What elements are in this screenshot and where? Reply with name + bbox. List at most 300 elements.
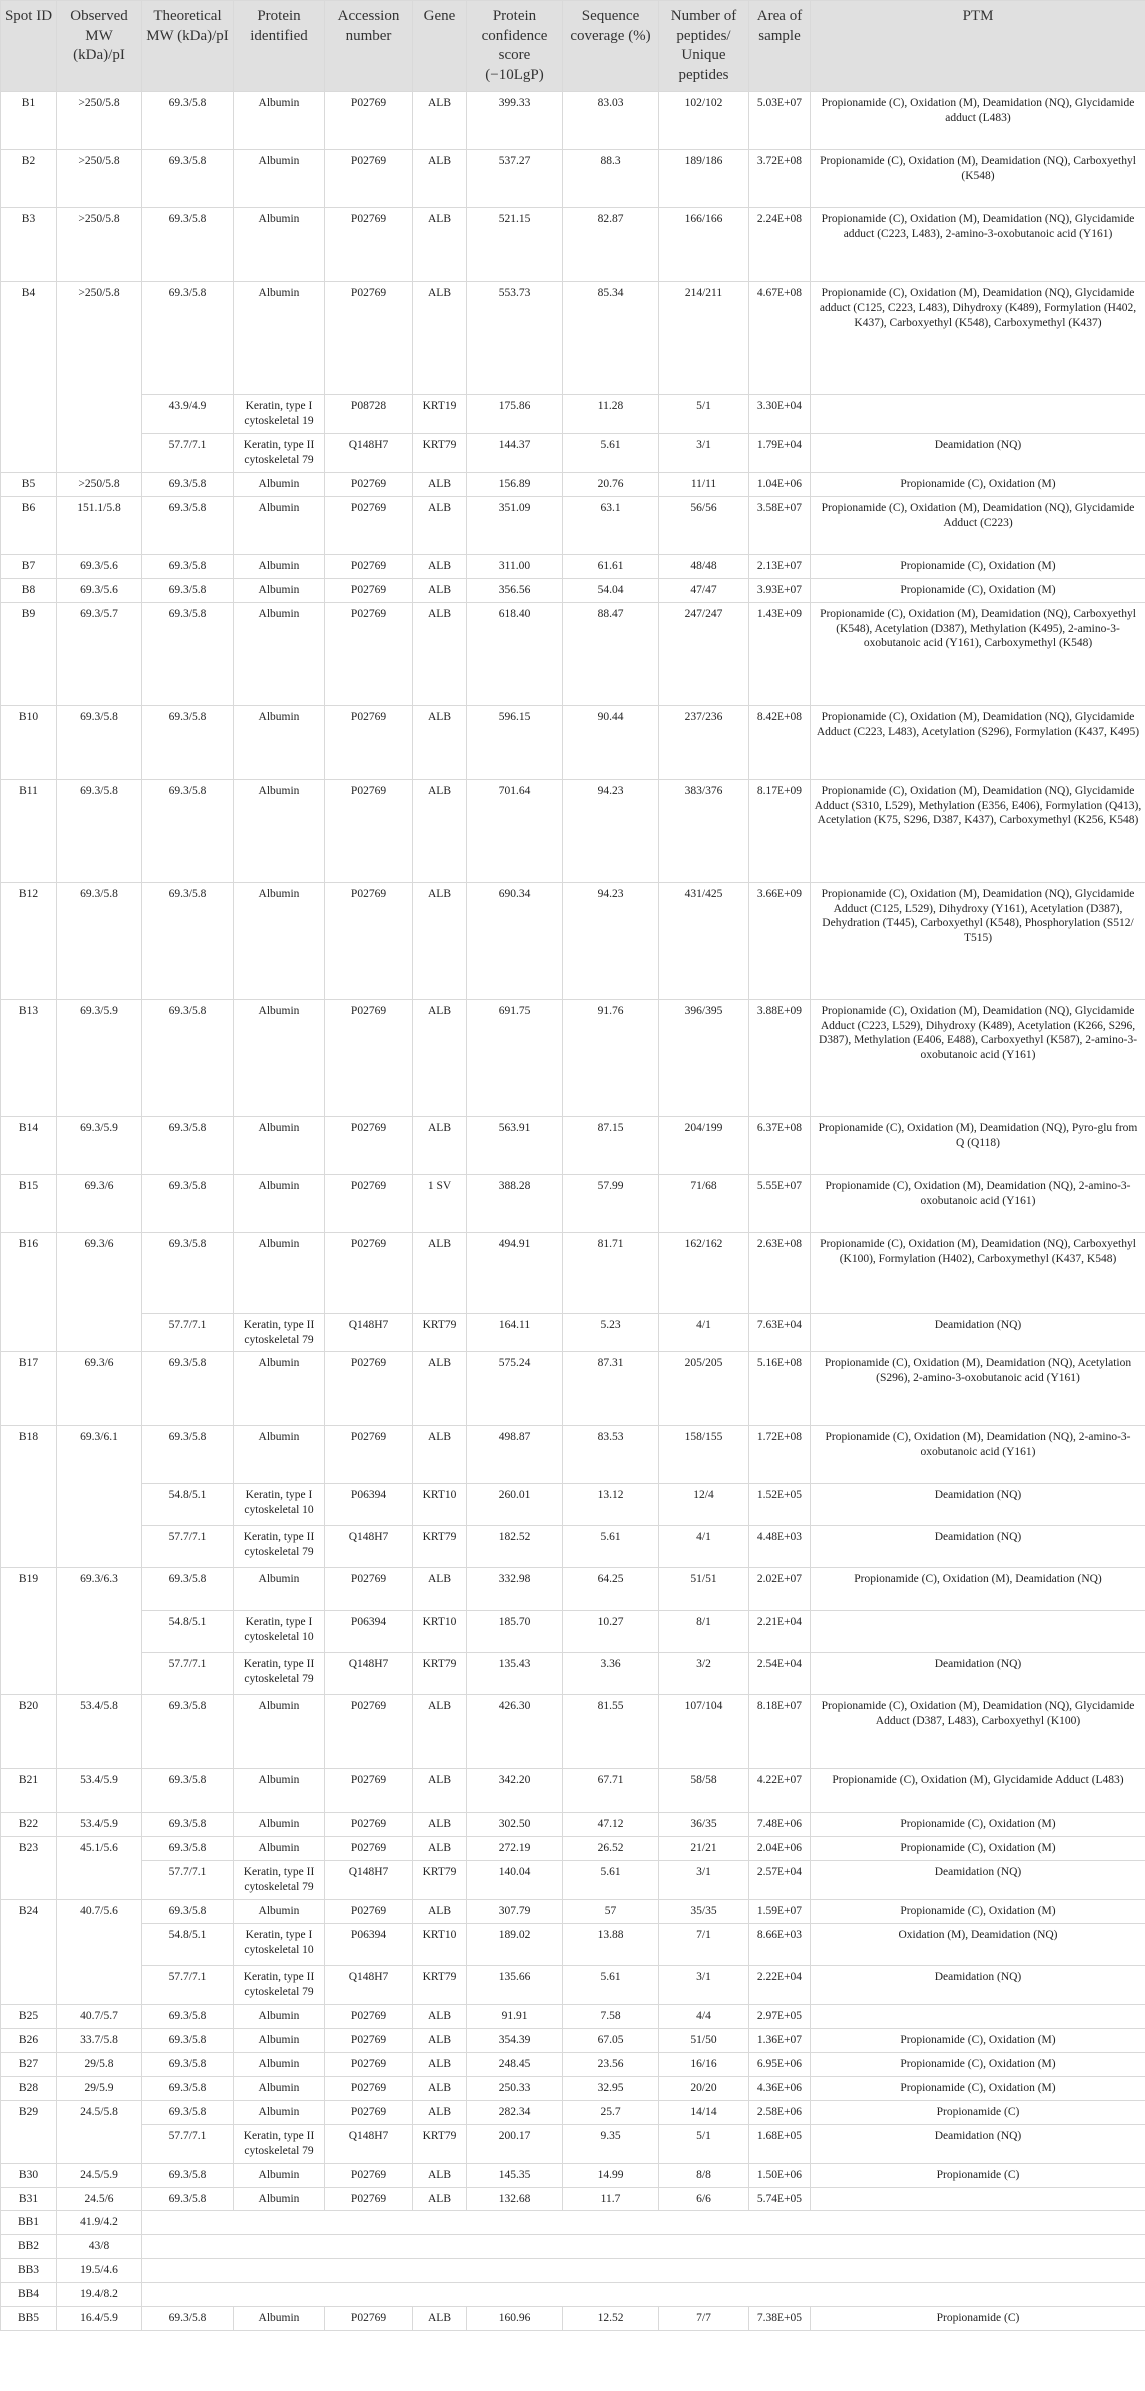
cell-theoretical-mw: 69.3/5.8 xyxy=(142,1426,234,1484)
cell-empty xyxy=(142,2235,1145,2259)
cell-score: 563.91 xyxy=(467,1116,563,1174)
cell-peptides: 205/205 xyxy=(659,1352,749,1426)
cell-protein: Albumin xyxy=(234,602,325,705)
cell-ptm: Propionamide (C), Oxidation (M) xyxy=(811,1837,1145,1861)
cell-area: 3.72E+08 xyxy=(749,150,811,208)
table-row xyxy=(1,1568,1145,1611)
cell-peptides: 5/1 xyxy=(659,395,749,434)
table-row xyxy=(1,2005,1145,2029)
cell-coverage: 83.53 xyxy=(563,1426,659,1484)
cell-ptm: Propionamide (C), Oxidation (M) xyxy=(811,2076,1145,2100)
cell-area: 3.88E+09 xyxy=(749,999,811,1116)
cell-coverage: 23.56 xyxy=(563,2052,659,2076)
cell-coverage: 32.95 xyxy=(563,2076,659,2100)
cell-score: 272.19 xyxy=(467,1837,563,1861)
cell-peptides: 11/11 xyxy=(659,472,749,496)
cell-area: 1.43E+09 xyxy=(749,602,811,705)
cell-area: 8.18E+07 xyxy=(749,1695,811,1769)
cell-accession: P02769 xyxy=(325,1900,413,1924)
header-theoretical-mw: Theoretical MW (kDa)/pI xyxy=(142,1,234,92)
cell-empty xyxy=(142,2283,1145,2307)
cell-area: 4.22E+07 xyxy=(749,1769,811,1813)
cell-observed-mw: 45.1/5.6 xyxy=(57,1837,142,1900)
header-protein: Protein identified xyxy=(234,1,325,92)
cell-gene: KRT79 xyxy=(413,1966,467,2005)
cell-coverage: 88.47 xyxy=(563,602,659,705)
cell-ptm: Oxidation (M), Deamidation (NQ) xyxy=(811,1924,1145,1966)
cell-spot-id: B16 xyxy=(1,1232,57,1352)
cell-gene: KRT10 xyxy=(413,1924,467,1966)
cell-gene: ALB xyxy=(413,2052,467,2076)
cell-theoretical-mw: 69.3/5.8 xyxy=(142,2187,234,2211)
cell-area: 5.55E+07 xyxy=(749,1174,811,1232)
cell-observed-mw: 40.7/5.6 xyxy=(57,1900,142,2005)
cell-ptm: Deamidation (NQ) xyxy=(811,2124,1145,2163)
cell-observed-mw: 69.3/5.9 xyxy=(57,999,142,1116)
cell-score: 537.27 xyxy=(467,150,563,208)
cell-theoretical-mw: 69.3/5.8 xyxy=(142,999,234,1116)
cell-score: 332.98 xyxy=(467,1568,563,1611)
cell-score: 691.75 xyxy=(467,999,563,1116)
cell-gene: ALB xyxy=(413,779,467,882)
cell-spot-id: B9 xyxy=(1,602,57,705)
cell-theoretical-mw: 69.3/5.8 xyxy=(142,92,234,150)
cell-area: 2.58E+06 xyxy=(749,2100,811,2124)
cell-coverage: 7.58 xyxy=(563,2005,659,2029)
cell-gene: ALB xyxy=(413,2187,467,2211)
cell-accession: P02769 xyxy=(325,882,413,999)
cell-peptides: 237/236 xyxy=(659,705,749,779)
cell-accession: P02769 xyxy=(325,2163,413,2187)
table-row xyxy=(1,2052,1145,2076)
cell-protein: Albumin xyxy=(234,208,325,282)
table-row xyxy=(1,472,1145,496)
table-row xyxy=(1,2283,1145,2307)
cell-gene: ALB xyxy=(413,282,467,395)
cell-protein: Albumin xyxy=(234,496,325,554)
cell-observed-mw: 29/5.8 xyxy=(57,2052,142,2076)
cell-gene: ALB xyxy=(413,472,467,496)
cell-peptides: 3/1 xyxy=(659,433,749,472)
cell-theoretical-mw: 57.7/7.1 xyxy=(142,1313,234,1352)
cell-observed-mw: 69.3/5.8 xyxy=(57,705,142,779)
cell-ptm: Propionamide (C), Oxidation (M) xyxy=(811,1900,1145,1924)
cell-observed-mw: 69.3/6 xyxy=(57,1352,142,1426)
cell-protein: Albumin xyxy=(234,578,325,602)
cell-score: 388.28 xyxy=(467,1174,563,1232)
cell-area: 8.42E+08 xyxy=(749,705,811,779)
cell-protein: Albumin xyxy=(234,1837,325,1861)
table-row xyxy=(1,1426,1145,1484)
cell-score: 311.00 xyxy=(467,554,563,578)
header-coverage: Sequence coverage (%) xyxy=(563,1,659,92)
cell-accession: Q148H7 xyxy=(325,1966,413,2005)
cell-spot-id: BB4 xyxy=(1,2283,57,2307)
cell-ptm: Deamidation (NQ) xyxy=(811,1653,1145,1695)
cell-accession: P02769 xyxy=(325,1568,413,1611)
cell-theoretical-mw: 69.3/5.8 xyxy=(142,1695,234,1769)
cell-coverage: 81.71 xyxy=(563,1232,659,1313)
cell-score: 354.39 xyxy=(467,2028,563,2052)
cell-coverage: 63.1 xyxy=(563,496,659,554)
cell-spot-id: B24 xyxy=(1,1900,57,2005)
cell-accession: P02769 xyxy=(325,1352,413,1426)
cell-area: 8.66E+03 xyxy=(749,1924,811,1966)
cell-observed-mw: 29/5.9 xyxy=(57,2076,142,2100)
cell-score: 618.40 xyxy=(467,602,563,705)
cell-gene: ALB xyxy=(413,1813,467,1837)
cell-area: 4.36E+06 xyxy=(749,2076,811,2100)
cell-ptm: Propionamide (C), Oxidation (M) xyxy=(811,2052,1145,2076)
cell-ptm: Deamidation (NQ) xyxy=(811,1966,1145,2005)
cell-spot-id: B22 xyxy=(1,1813,57,1837)
cell-accession: Q148H7 xyxy=(325,1313,413,1352)
header-observed-mw: Observed MW (kDa)/pI xyxy=(57,1,142,92)
cell-protein: Albumin xyxy=(234,1232,325,1313)
cell-theoretical-mw: 69.3/5.8 xyxy=(142,1900,234,1924)
cell-ptm xyxy=(811,2187,1145,2211)
cell-area: 2.21E+04 xyxy=(749,1611,811,1653)
cell-score: 553.73 xyxy=(467,282,563,395)
cell-spot-id: B30 xyxy=(1,2163,57,2187)
cell-ptm: Propionamide (C), Oxidation (M), Deamidation (NQ), Glycidamide adduct (C125, C223, L483), Dihydroxy (K489), Formylation (H402, K437), Carboxyethyl (K548), Carboxymethyl (K437) xyxy=(811,282,1145,395)
table-row xyxy=(1,1861,1145,1900)
cell-theoretical-mw: 57.7/7.1 xyxy=(142,1653,234,1695)
cell-area: 1.36E+07 xyxy=(749,2028,811,2052)
cell-theoretical-mw: 57.7/7.1 xyxy=(142,1526,234,1568)
cell-ptm: Propionamide (C), Oxidation (M) xyxy=(811,2028,1145,2052)
cell-accession: P02769 xyxy=(325,1769,413,1813)
cell-accession: P02769 xyxy=(325,554,413,578)
cell-spot-id: B29 xyxy=(1,2100,57,2163)
cell-ptm: Propionamide (C), Oxidation (M), Deamidation (NQ), Carboxyethyl (K548), Acetylation (D387), Methylation (K495), 2-amino-3-oxobutanoic acid (Y161), Carboxymethyl (K548) xyxy=(811,602,1145,705)
cell-accession: P02769 xyxy=(325,779,413,882)
cell-coverage: 54.04 xyxy=(563,578,659,602)
cell-peptides: 3/1 xyxy=(659,1861,749,1900)
cell-accession: P08728 xyxy=(325,395,413,434)
cell-area: 5.16E+08 xyxy=(749,1352,811,1426)
cell-peptides: 189/186 xyxy=(659,150,749,208)
cell-spot-id: B17 xyxy=(1,1352,57,1426)
cell-spot-id: B19 xyxy=(1,1568,57,1695)
cell-score: 132.68 xyxy=(467,2187,563,2211)
cell-score: 342.20 xyxy=(467,1769,563,1813)
cell-coverage: 57.99 xyxy=(563,1174,659,1232)
cell-area: 4.67E+08 xyxy=(749,282,811,395)
cell-coverage: 64.25 xyxy=(563,1568,659,1611)
cell-ptm: Propionamide (C), Oxidation (M), Deamidation (NQ), Glycidamide Adduct (C223, L529), Dihydroxy (K489), Acetylation (K266, S296, D387), Methylation (E406, E488), Carboxyethyl (K587), 2-amino-3-oxobutanoic acid (Y161) xyxy=(811,999,1145,1116)
cell-area: 2.97E+05 xyxy=(749,2005,811,2029)
cell-accession: P02769 xyxy=(325,1837,413,1861)
cell-peptides: 14/14 xyxy=(659,2100,749,2124)
cell-peptides: 396/395 xyxy=(659,999,749,1116)
header-accession: Accession number xyxy=(325,1,413,92)
cell-coverage: 14.99 xyxy=(563,2163,659,2187)
cell-area: 7.38E+05 xyxy=(749,2307,811,2331)
cell-gene: ALB xyxy=(413,496,467,554)
cell-theoretical-mw: 69.3/5.8 xyxy=(142,2005,234,2029)
cell-spot-id: B14 xyxy=(1,1116,57,1174)
table-row xyxy=(1,2187,1145,2211)
cell-gene: ALB xyxy=(413,602,467,705)
cell-gene: ALB xyxy=(413,2163,467,2187)
cell-observed-mw: 19.4/8.2 xyxy=(57,2283,142,2307)
cell-peptides: 3/2 xyxy=(659,1653,749,1695)
cell-peptides: 158/155 xyxy=(659,1426,749,1484)
cell-ptm: Propionamide (C), Oxidation (M), Deamidation (NQ), Glycidamide Adduct (C223, L483), Acetylation (S296), Formylation (K437, K495) xyxy=(811,705,1145,779)
cell-score: 282.34 xyxy=(467,2100,563,2124)
cell-coverage: 10.27 xyxy=(563,1611,659,1653)
cell-score: 189.02 xyxy=(467,1924,563,1966)
header-gene: Gene xyxy=(413,1,467,92)
table-row xyxy=(1,882,1145,999)
cell-observed-mw: 69.3/6.3 xyxy=(57,1568,142,1695)
cell-theoretical-mw: 57.7/7.1 xyxy=(142,2124,234,2163)
table-body xyxy=(1,92,1145,2331)
table-row xyxy=(1,282,1145,395)
cell-coverage: 67.05 xyxy=(563,2028,659,2052)
cell-coverage: 3.36 xyxy=(563,1653,659,1695)
cell-theoretical-mw: 69.3/5.8 xyxy=(142,1352,234,1426)
table-row xyxy=(1,1313,1145,1352)
cell-score: 690.34 xyxy=(467,882,563,999)
cell-peptides: 71/68 xyxy=(659,1174,749,1232)
cell-coverage: 5.61 xyxy=(563,1966,659,2005)
cell-ptm: Propionamide (C) xyxy=(811,2163,1145,2187)
cell-theoretical-mw: 69.3/5.8 xyxy=(142,150,234,208)
cell-ptm: Propionamide (C), Oxidation (M) xyxy=(811,1813,1145,1837)
cell-ptm xyxy=(811,1611,1145,1653)
cell-empty xyxy=(142,2211,1145,2235)
cell-observed-mw: 41.9/4.2 xyxy=(57,2211,142,2235)
cell-gene: KRT10 xyxy=(413,1484,467,1526)
cell-score: 494.91 xyxy=(467,1232,563,1313)
cell-coverage: 26.52 xyxy=(563,1837,659,1861)
table-row xyxy=(1,2100,1145,2124)
header-ptm: PTM xyxy=(811,1,1145,92)
cell-protein: Keratin, type II cytoskeletal 79 xyxy=(234,1313,325,1352)
cell-spot-id: BB1 xyxy=(1,2211,57,2235)
cell-observed-mw: 53.4/5.9 xyxy=(57,1769,142,1813)
cell-peptides: 51/50 xyxy=(659,2028,749,2052)
header-row xyxy=(1,1,1145,92)
table-row xyxy=(1,496,1145,554)
cell-area: 2.04E+06 xyxy=(749,1837,811,1861)
cell-observed-mw: >250/5.8 xyxy=(57,282,142,473)
cell-accession: P02769 xyxy=(325,602,413,705)
table-row xyxy=(1,2076,1145,2100)
cell-theoretical-mw: 69.3/5.8 xyxy=(142,2307,234,2331)
cell-accession: P02769 xyxy=(325,1426,413,1484)
cell-theoretical-mw: 54.8/5.1 xyxy=(142,1924,234,1966)
cell-coverage: 11.7 xyxy=(563,2187,659,2211)
cell-observed-mw: 151.1/5.8 xyxy=(57,496,142,554)
cell-area: 3.93E+07 xyxy=(749,578,811,602)
cell-protein: Albumin xyxy=(234,2052,325,2076)
cell-peptides: 36/35 xyxy=(659,1813,749,1837)
cell-area: 3.30E+04 xyxy=(749,395,811,434)
cell-score: 135.43 xyxy=(467,1653,563,1695)
cell-gene: ALB xyxy=(413,92,467,150)
cell-area: 1.72E+08 xyxy=(749,1426,811,1484)
cell-score: 260.01 xyxy=(467,1484,563,1526)
cell-spot-id: B3 xyxy=(1,208,57,282)
cell-accession: P02769 xyxy=(325,472,413,496)
table-row xyxy=(1,2028,1145,2052)
cell-theoretical-mw: 69.3/5.8 xyxy=(142,1837,234,1861)
cell-peptides: 47/47 xyxy=(659,578,749,602)
cell-ptm: Propionamide (C), Oxidation (M), Deamidation (NQ), Acetylation (S296), 2-amino-3-oxobutanoic acid (Y161) xyxy=(811,1352,1145,1426)
table-row xyxy=(1,433,1145,472)
table-row xyxy=(1,1769,1145,1813)
cell-empty xyxy=(142,2259,1145,2283)
header-score: Protein confidence score (−10LgP) xyxy=(467,1,563,92)
cell-protein: Albumin xyxy=(234,779,325,882)
cell-protein: Keratin, type I cytoskeletal 10 xyxy=(234,1924,325,1966)
cell-coverage: 87.15 xyxy=(563,1116,659,1174)
cell-area: 2.57E+04 xyxy=(749,1861,811,1900)
cell-coverage: 5.61 xyxy=(563,1526,659,1568)
cell-theoretical-mw: 57.7/7.1 xyxy=(142,433,234,472)
cell-protein: Albumin xyxy=(234,882,325,999)
cell-accession: P02769 xyxy=(325,2052,413,2076)
cell-ptm: Propionamide (C), Oxidation (M), Deamidation (NQ), Glycidamide adduct (L483) xyxy=(811,92,1145,150)
cell-gene: KRT79 xyxy=(413,2124,467,2163)
cell-ptm xyxy=(811,2005,1145,2029)
cell-accession: P02769 xyxy=(325,578,413,602)
table-row xyxy=(1,1966,1145,2005)
cell-peptides: 383/376 xyxy=(659,779,749,882)
table-row xyxy=(1,92,1145,150)
table-row xyxy=(1,1174,1145,1232)
cell-protein: Keratin, type II cytoskeletal 79 xyxy=(234,1861,325,1900)
cell-observed-mw: 53.4/5.8 xyxy=(57,1695,142,1769)
table-row xyxy=(1,2163,1145,2187)
cell-peptides: 4/1 xyxy=(659,1313,749,1352)
cell-accession: P02769 xyxy=(325,705,413,779)
cell-score: 164.11 xyxy=(467,1313,563,1352)
cell-peptides: 214/211 xyxy=(659,282,749,395)
cell-accession: P02769 xyxy=(325,208,413,282)
cell-peptides: 7/1 xyxy=(659,1924,749,1966)
cell-accession: Q148H7 xyxy=(325,433,413,472)
cell-gene: ALB xyxy=(413,999,467,1116)
cell-theoretical-mw: 69.3/5.8 xyxy=(142,496,234,554)
cell-spot-id: B18 xyxy=(1,1426,57,1568)
cell-accession: Q148H7 xyxy=(325,1861,413,1900)
cell-area: 6.37E+08 xyxy=(749,1116,811,1174)
cell-protein: Albumin xyxy=(234,2163,325,2187)
cell-peptides: 12/4 xyxy=(659,1484,749,1526)
cell-spot-id: B20 xyxy=(1,1695,57,1769)
cell-protein: Albumin xyxy=(234,1174,325,1232)
cell-ptm: Deamidation (NQ) xyxy=(811,1484,1145,1526)
cell-gene: ALB xyxy=(413,1695,467,1769)
table-row xyxy=(1,1900,1145,1924)
cell-peptides: 6/6 xyxy=(659,2187,749,2211)
cell-gene: KRT79 xyxy=(413,1653,467,1695)
cell-observed-mw: 24.5/6 xyxy=(57,2187,142,2211)
table-row xyxy=(1,150,1145,208)
cell-coverage: 57 xyxy=(563,1900,659,1924)
cell-coverage: 13.88 xyxy=(563,1924,659,1966)
cell-observed-mw: 40.7/5.7 xyxy=(57,2005,142,2029)
cell-observed-mw: 24.5/5.8 xyxy=(57,2100,142,2163)
cell-accession: Q148H7 xyxy=(325,1526,413,1568)
cell-peptides: 4/1 xyxy=(659,1526,749,1568)
cell-gene: ALB xyxy=(413,150,467,208)
cell-peptides: 48/48 xyxy=(659,554,749,578)
cell-accession: P02769 xyxy=(325,2028,413,2052)
cell-spot-id: B31 xyxy=(1,2187,57,2211)
cell-area: 1.52E+05 xyxy=(749,1484,811,1526)
cell-spot-id: B6 xyxy=(1,496,57,554)
cell-coverage: 5.61 xyxy=(563,1861,659,1900)
cell-protein: Keratin, type II cytoskeletal 79 xyxy=(234,1526,325,1568)
cell-coverage: 20.76 xyxy=(563,472,659,496)
cell-gene: KRT79 xyxy=(413,1861,467,1900)
cell-coverage: 91.76 xyxy=(563,999,659,1116)
cell-ptm: Deamidation (NQ) xyxy=(811,433,1145,472)
cell-peptides: 4/4 xyxy=(659,2005,749,2029)
cell-score: 701.64 xyxy=(467,779,563,882)
cell-peptides: 3/1 xyxy=(659,1966,749,2005)
cell-area: 3.66E+09 xyxy=(749,882,811,999)
cell-protein: Keratin, type I cytoskeletal 10 xyxy=(234,1611,325,1653)
cell-score: 250.33 xyxy=(467,2076,563,2100)
cell-spot-id: B4 xyxy=(1,282,57,473)
cell-accession: P02769 xyxy=(325,1116,413,1174)
cell-ptm: Propionamide (C), Oxidation (M), Deamidation (NQ), 2-amino-3-oxobutanoic acid (Y161) xyxy=(811,1174,1145,1232)
cell-gene: ALB xyxy=(413,2076,467,2100)
cell-score: 575.24 xyxy=(467,1352,563,1426)
cell-coverage: 67.71 xyxy=(563,1769,659,1813)
cell-protein: Albumin xyxy=(234,1116,325,1174)
cell-ptm: Propionamide (C), Oxidation (M), Deamidation (NQ), Glycidamide Adduct (C125, L529), Dihydroxy (Y161), Acetylation (D387), Dehydration (T445), Carboxyethyl (K548), Phosphorylation (S512/ T515) xyxy=(811,882,1145,999)
cell-accession: P02769 xyxy=(325,1813,413,1837)
cell-theoretical-mw: 69.3/5.8 xyxy=(142,2076,234,2100)
cell-peptides: 35/35 xyxy=(659,1900,749,1924)
cell-area: 6.95E+06 xyxy=(749,2052,811,2076)
cell-observed-mw: 69.3/6 xyxy=(57,1232,142,1352)
cell-peptides: 5/1 xyxy=(659,2124,749,2163)
table-row xyxy=(1,2307,1145,2331)
cell-coverage: 5.23 xyxy=(563,1313,659,1352)
cell-theoretical-mw: 69.3/5.8 xyxy=(142,2052,234,2076)
cell-peptides: 8/8 xyxy=(659,2163,749,2187)
cell-ptm: Propionamide (C) xyxy=(811,2100,1145,2124)
cell-score: 307.79 xyxy=(467,1900,563,1924)
cell-area: 5.03E+07 xyxy=(749,92,811,150)
cell-ptm: Propionamide (C), Oxidation (M), Deamidation (NQ), Glycidamide Adduct (C223) xyxy=(811,496,1145,554)
cell-area: 1.59E+07 xyxy=(749,1900,811,1924)
cell-coverage: 11.28 xyxy=(563,395,659,434)
cell-accession: P02769 xyxy=(325,92,413,150)
cell-gene: KRT79 xyxy=(413,433,467,472)
cell-peptides: 166/166 xyxy=(659,208,749,282)
cell-peptides: 20/20 xyxy=(659,2076,749,2100)
cell-theoretical-mw: 69.3/5.8 xyxy=(142,472,234,496)
cell-protein: Albumin xyxy=(234,1769,325,1813)
cell-area: 3.58E+07 xyxy=(749,496,811,554)
cell-gene: ALB xyxy=(413,578,467,602)
cell-gene: ALB xyxy=(413,1426,467,1484)
cell-ptm xyxy=(811,395,1145,434)
cell-accession: P02769 xyxy=(325,2076,413,2100)
cell-area: 7.63E+04 xyxy=(749,1313,811,1352)
cell-protein: Albumin xyxy=(234,2100,325,2124)
cell-peptides: 51/51 xyxy=(659,1568,749,1611)
